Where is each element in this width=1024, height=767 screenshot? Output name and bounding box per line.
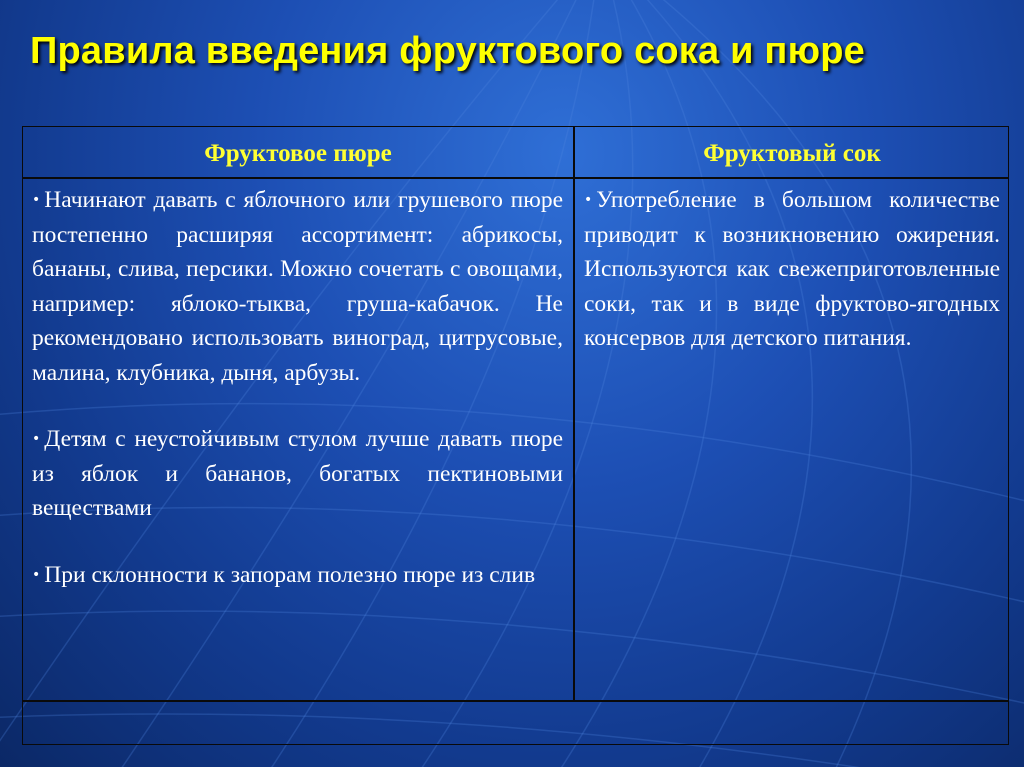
bullet-icon: •	[32, 192, 41, 208]
puree-item	[32, 183, 563, 390]
juice-item	[584, 183, 1000, 356]
juice-item-text: Употребление в большом количестве приводит к возникновению ожирения. Используются как свежеприготовленные соки, так и в виде фруктово-ягодных консервов для детского питания.	[584, 187, 1000, 351]
header-fruit-puree: Фруктовое пюре	[204, 140, 392, 167]
bullet-icon: •	[32, 566, 41, 583]
puree-item-text: Детям с неустойчивым стулом лучше давать пюре из яблок и бананов, богатых пектиновыми веществами	[32, 426, 563, 521]
puree-cell	[32, 183, 563, 592]
slide-title: Правила введения фруктового сока и пюре	[30, 30, 865, 72]
column-divider	[573, 127, 575, 700]
puree-item	[32, 422, 563, 526]
bottom-row-divider	[23, 700, 1008, 702]
puree-item	[32, 558, 563, 593]
bullet-icon: •	[32, 431, 41, 447]
puree-item-text: При склонности к запорам полезно пюре из слив	[44, 561, 536, 588]
header-fruit-juice: Фруктовый сок	[703, 140, 881, 167]
juice-cell	[584, 183, 1000, 356]
comparison-table	[22, 126, 1009, 745]
header-divider	[23, 177, 1008, 179]
bullet-icon: •	[584, 192, 593, 208]
puree-item-text: Начинают давать с яблочного или грушевого пюре постепенно расширяя ассортимент: абрикосы, бананы, слива, персики. Можно сочетать с овощами, например: яблоко-тыква, груша-кабачок. Не рекомендовано использовать виноград, цитрусовые, малина, клубника, дыня, арбузы.	[32, 187, 563, 386]
